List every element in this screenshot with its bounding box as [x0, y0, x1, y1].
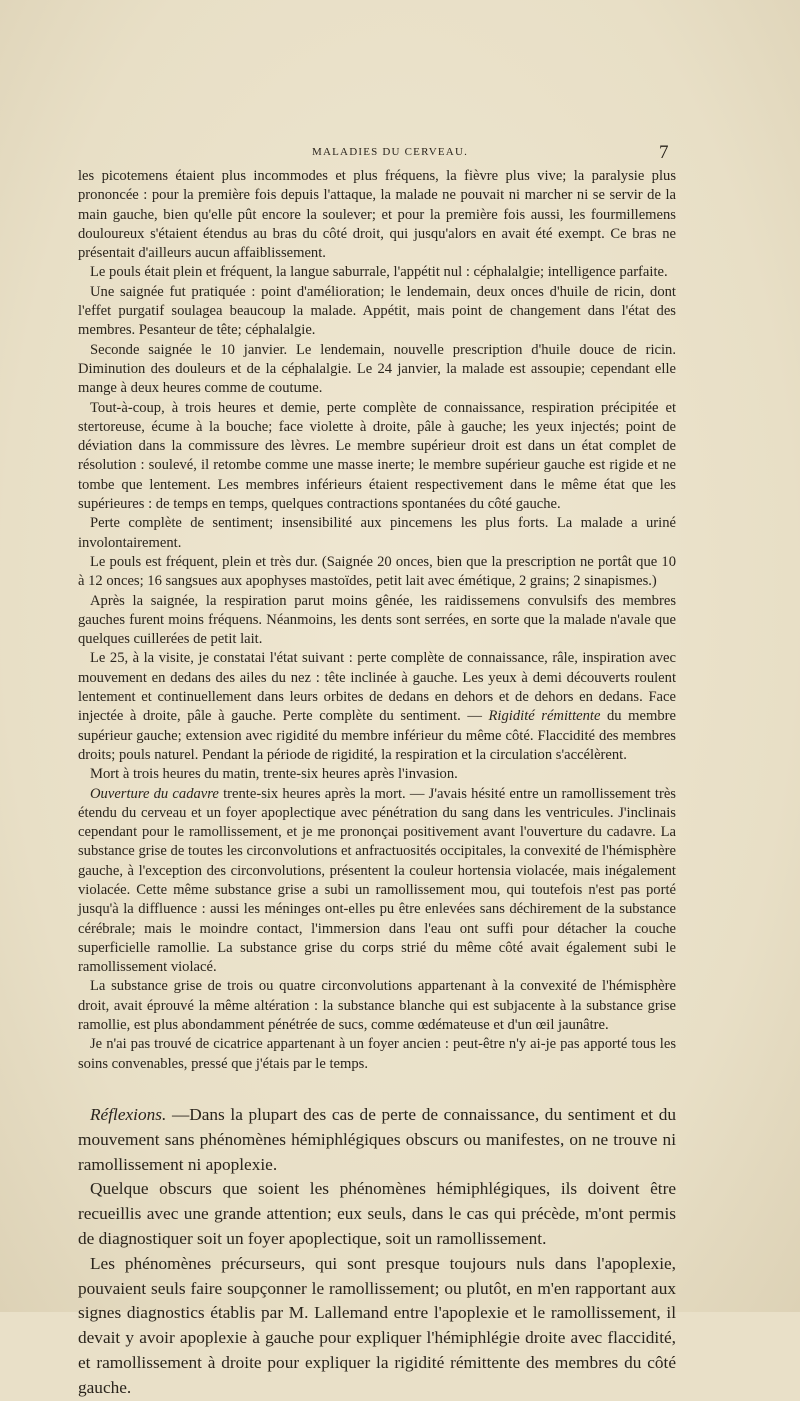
paragraph: La substance grise de trois ou quatre circonvolutions appartenant à la convexité de l'hémisphère droit, avait éprouvé la même altération : la substance blanche qui est subjacente à la substance grise ramollie, est plus abondamment pénétrée de sucs, comme œdémateuse et d'un œil jaunâtre. [78, 978, 676, 1034]
paragraph: les picotemens étaient plus incommodes et plus fréquens, la fièvre plus vive; la paralysie plus prononcée : pour la première fois depuis l'attaque, la malade ne pouvait ni marcher ni se servir de la main gauche, bien qu'elle pût encore la soulever; et pour la première fois aussi, les fourmillemens douloureux s'étaient étendus au bras du côté droit, qui jusqu'alors en avait été exempt. Ce bras ne présentait d'ailleurs aucun affaiblissement. [78, 168, 676, 262]
text-run: du membre supérieur gauche; extension avec rigidité du membre inférieur du même côté. Flaccidité des membres droits; pouls naturel. Pendant la période de rigidité, la respiration et la circulation s'accélèrent. [78, 708, 676, 763]
paragraph: Les phénomènes précurseurs, qui sont presque toujours nuls dans l'apoplexie, pouvaient seuls faire soupçonner le ramollissement; ou plutôt, en m'en rapportant aux signes diagnostics établis par M. Lallemand entre l'apoplexie et le ramollissement, il devait y avoir apoplexie à gauche pour expliquer l'hémiphlégie droite avec flaccidité, et ramollissement à droite pour expliquer la rigidité rémittente des membres du côté gauche. [78, 1253, 676, 1397]
page-header [0, 142, 800, 166]
paragraph [78, 785, 676, 978]
paragraph [78, 1103, 676, 1177]
italic-heading: Ouverture du cadavre [90, 785, 219, 802]
paragraph: Après la saignée, la respiration parut moins gênée, les raidissemens convulsifs des membres gauches furent moins fréquens. Néanmoins, les dents sont serrées, en sorte que la malade n'avale que quelques cuillerées de petit lait. [78, 592, 676, 648]
paragraph [78, 649, 676, 765]
paragraph: Seconde saignée le 10 janvier. Le lendemain, nouvelle prescription d'huile douce de ricin. Diminution des douleurs et de la céphalalgie. Le 24 janvier, la malade est assoupie; cependant elle mange à deux heures comme de coutume. [78, 341, 676, 397]
text-run: Le 25, à la visite, je constatai l'état suivant : perte complète de connaissance, râle, inspiration avec mouvement en dedans des ailes du nez : tête inclinée à gauche. Les yeux à demi découverts roulent lentement et continuellement dans leurs orbites de dedans en dehors et de dehors en dedans. Face injectée à droite, pâle à gauche. Perte complète du sentiment. — [78, 650, 676, 725]
case-report [78, 167, 676, 1074]
reflexions-section [78, 1103, 676, 1401]
page-number: 7 [659, 142, 669, 163]
page-body [78, 167, 676, 1401]
paragraph: Quelque obscurs que soient les phénomènes hémiphlégiques, ils doivent être recueillis avec une grande attention; eux seuls, dans le cas qui précède, m'ont permis de diagnostiquer soit un foyer apoplectique, soit un ramollissement. [78, 1179, 676, 1248]
paragraph: Une saignée fut pratiquée : point d'amélioration; le lendemain, deux onces d'huile de ricin, dont l'effet purgatif soulagea beaucoup la malade. Appétit, mais point de changement dans l'état des membres. Pesanteur de tête; céphalalgie. [78, 283, 676, 339]
paragraph: Perte complète de sentiment; insensibilité aux pincemens les plus forts. La malade a uriné involontairement. [78, 515, 676, 551]
paragraph: Mort à trois heures du matin, trente-six heures après l'invasion. [90, 766, 458, 783]
paragraph: Tout-à-coup, à trois heures et demie, perte complète de connaissance, respiration précipitée et stertoreuse, écume à la bouche; face violette à droite, pâle à gauche; les yeux injectés; point de déviation dans la commissure des lèvres. Le membre supérieur droit est dans un état complet de résolution : soulevé, il retombe comme une masse inerte; le membre supérieur gauche est rigide et ne tombe que lentement. Les membres inférieurs étaient respectivement dans le même état que les supérieures : de temps en temps, quelques contractions spontanées du côté gauche. [78, 399, 676, 513]
paragraph: Le pouls était plein et fréquent, la langue saburrale, l'appétit nul : céphalalgie; intelligence parfaite. [90, 264, 668, 281]
section-label: Réflexions. [90, 1104, 167, 1124]
text-run: —Dans la plupart des cas de perte de connaissance, du sentiment et du mouvement sans phénomènes hémiphlégiques obscurs ou manifestes, on ne trouve ni ramollissement ni apoplexie. [78, 1104, 676, 1174]
italic-term: Rigidité rémittente [488, 708, 601, 725]
paragraph: Le pouls est fréquent, plein et très dur. (Saignée 20 onces, bien que la prescription ne portât que 10 à 12 onces; 16 sangsues aux apophyses mastoïdes, petit lait avec émétique, 2 grains; 2 sinapismes.) [78, 553, 676, 590]
running-title: MALADIES DU CERVEAU. [312, 146, 469, 158]
text-run: trente-six heures après la mort. — J'avais hésité entre un ramollissement très étendu du cerveau et un foyer apoplectique avec pénétration du sang dans les ventricules. J'inclinais cependant pour le ramollissement, et je me prononçai positivement avant l'ouverture du cadavre. La substance grise de toutes les circonvolutions et anfractuosités occipitales, la convexité de l'hémisphère gauche, à l'exception des circonvolutions, présentent la couleur hortensia violacée, mais inégalement violacée. Cette même substance grise a subi un ramollissement mou, qui toutefois n'est pas porté jusqu'à la diffluence : aussi les méninges ont-elles pu être enlevées sans déchirement de la substance cérébrale; mais le moindre contact, l'immersion dans l'eau ont suffi pour détacher la couche superficielle ramollie. La substance grise du corps strié du même côté avait également subi le ramollissement violacé. [78, 785, 676, 976]
paragraph: Je n'ai pas trouvé de cicatrice appartenant à un foyer ancien : peut-être n'y ai-je pas apporté tous les soins convenables, pressé que j'étais par le temps. [78, 1036, 676, 1072]
